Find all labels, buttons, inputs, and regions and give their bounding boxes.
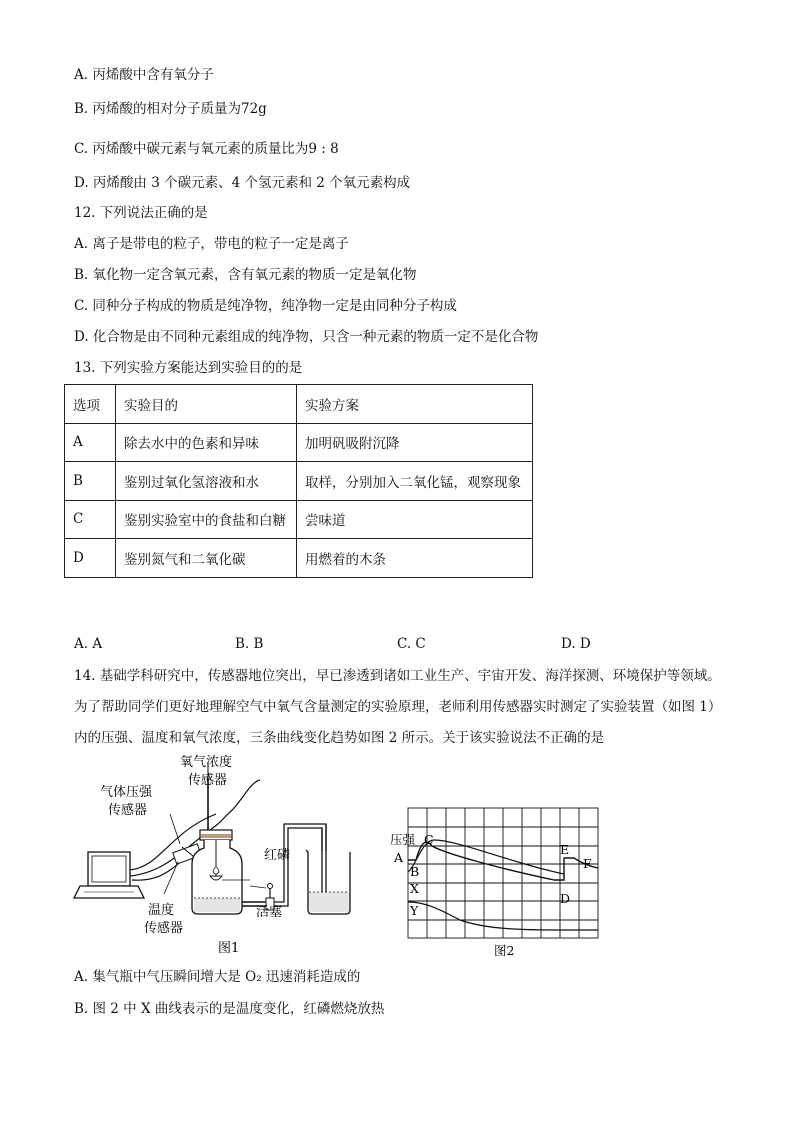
- q13-option-b: B. B: [235, 636, 264, 652]
- q12-option-d: D. 化合物是由不同种元素组成的纯净物，只含一种元素的物质一定不是化合物: [74, 329, 539, 345]
- table-cell: 尝味道: [297, 500, 533, 539]
- fig2-label-d: D: [560, 891, 571, 906]
- q13-option-a: A. A: [74, 636, 103, 652]
- table-cell: B: [65, 462, 116, 501]
- q11-option-b: B. 丙烯酸的相对分子质量为72g: [74, 101, 267, 117]
- table-header-cell: 实验方案: [297, 385, 533, 424]
- monitor-screen: [92, 856, 126, 882]
- q13-stem: 13. 下列实验方案能达到实验目的的是: [74, 360, 303, 376]
- fig1-label-o2-1: 氧气浓度: [180, 755, 233, 770]
- table-header-cell: 实验目的: [116, 385, 297, 424]
- figure-1-apparatus: [70, 752, 380, 957]
- table-header-cell: 选项: [65, 385, 116, 424]
- fig1-caption: 图1: [218, 941, 240, 956]
- q12-option-c: C. 同种分子构成的物质是纯净物，纯净物一定是由同种分子构成: [74, 298, 457, 314]
- fig1-label-o2-2: 传感器: [188, 773, 228, 788]
- q11-option-c: C. 丙烯酸中碳元素与氧元素的质量比为9 : 8: [74, 141, 339, 157]
- table-row: [65, 423, 533, 462]
- table-cell: 鉴别过氧化氢溶液和水: [116, 462, 297, 501]
- table-row: [65, 462, 533, 501]
- q11-option-d: D. 丙烯酸由 3 个碳元素、4 个氢元素和 2 个氧元素构成: [74, 175, 411, 191]
- q13-option-d: D. D: [561, 636, 591, 652]
- beaker-water: [309, 892, 349, 912]
- q12-option-b: B. 氧化物一定含氧元素，含有氧元素的物质一定是氧化物: [74, 267, 417, 283]
- fig1-label-temp-2: 传感器: [144, 921, 184, 936]
- q14-option-b: B. 图 2 中 X 曲线表示的是温度变化，红磷燃烧放热: [74, 1001, 385, 1017]
- fig2-label-y: Y: [410, 903, 419, 918]
- table-cell: A: [65, 423, 116, 462]
- q12-option-a: A. 离子是带电的粒子，带电的粒子一定是离子: [74, 236, 349, 252]
- table-cell: 鉴别氮气和二氧化碳: [116, 539, 297, 578]
- table-cell: 加明矾吸附沉降: [297, 423, 533, 462]
- fig2-label-pressure: 压强: [390, 832, 416, 847]
- fig2-label-x: X: [410, 881, 419, 896]
- fig1-label-pressure-1: 气体压强: [100, 785, 153, 800]
- figure-2-curves: [388, 802, 600, 958]
- q14-stem-line1: 14. 基础学科研究中，传感器地位突出，早已渗透到诸如工业生产、宇宙开发、海洋探测、环境保护等领域。: [74, 668, 721, 684]
- table-row: [65, 500, 533, 539]
- table-cell: 用燃着的木条: [297, 539, 533, 578]
- table-cell: D: [65, 539, 116, 578]
- grid: [408, 808, 598, 938]
- fig2-label-f: F: [583, 856, 592, 871]
- table-row: [65, 539, 533, 578]
- table-cell: 除去水中的色素和异味: [116, 423, 297, 462]
- q13-option-c: C. C: [397, 636, 426, 652]
- bottle-water: [194, 898, 240, 912]
- table-header-row: [65, 385, 533, 424]
- fig2-label-c: C: [424, 832, 434, 847]
- q12-stem: 12. 下列说法正确的是: [74, 205, 208, 221]
- fig1-label-pressure-2: 传感器: [108, 803, 148, 818]
- fig2-label-e: E: [560, 842, 570, 857]
- table-cell: 取样，分别加入二氧化锰，观察现象: [297, 462, 533, 501]
- fig1-label-stopcock: 活塞: [256, 905, 283, 920]
- q11-option-a: A. 丙烯酸中含有氧分子: [74, 67, 214, 83]
- q14-stem-line3: 内的压强、温度和氧气浓度，三条曲线变化趋势如图 2 所示。关于该实验说法不正确的是: [74, 730, 605, 746]
- q14-option-a: A. 集气瓶中气压瞬间增大是 O₂ 迅速消耗造成的: [74, 969, 361, 985]
- fig2-caption: 图2: [494, 943, 515, 958]
- q14-stem-line2: 为了帮助同学们更好地理解空气中氧气含量测定的实验原理，老师利用传感器实时测定了实验装置（如图 1）: [74, 699, 722, 715]
- experiment-table: [64, 384, 533, 578]
- fig1-label-phosphorus: 红磷: [264, 848, 291, 863]
- table-cell: C: [65, 500, 116, 539]
- fig1-label-temp-1: 温度: [148, 903, 175, 918]
- table-cell: 鉴别实验室中的食盐和白糖: [116, 500, 297, 539]
- fig2-label-a: A: [394, 850, 404, 865]
- fig2-label-b: B: [410, 864, 420, 879]
